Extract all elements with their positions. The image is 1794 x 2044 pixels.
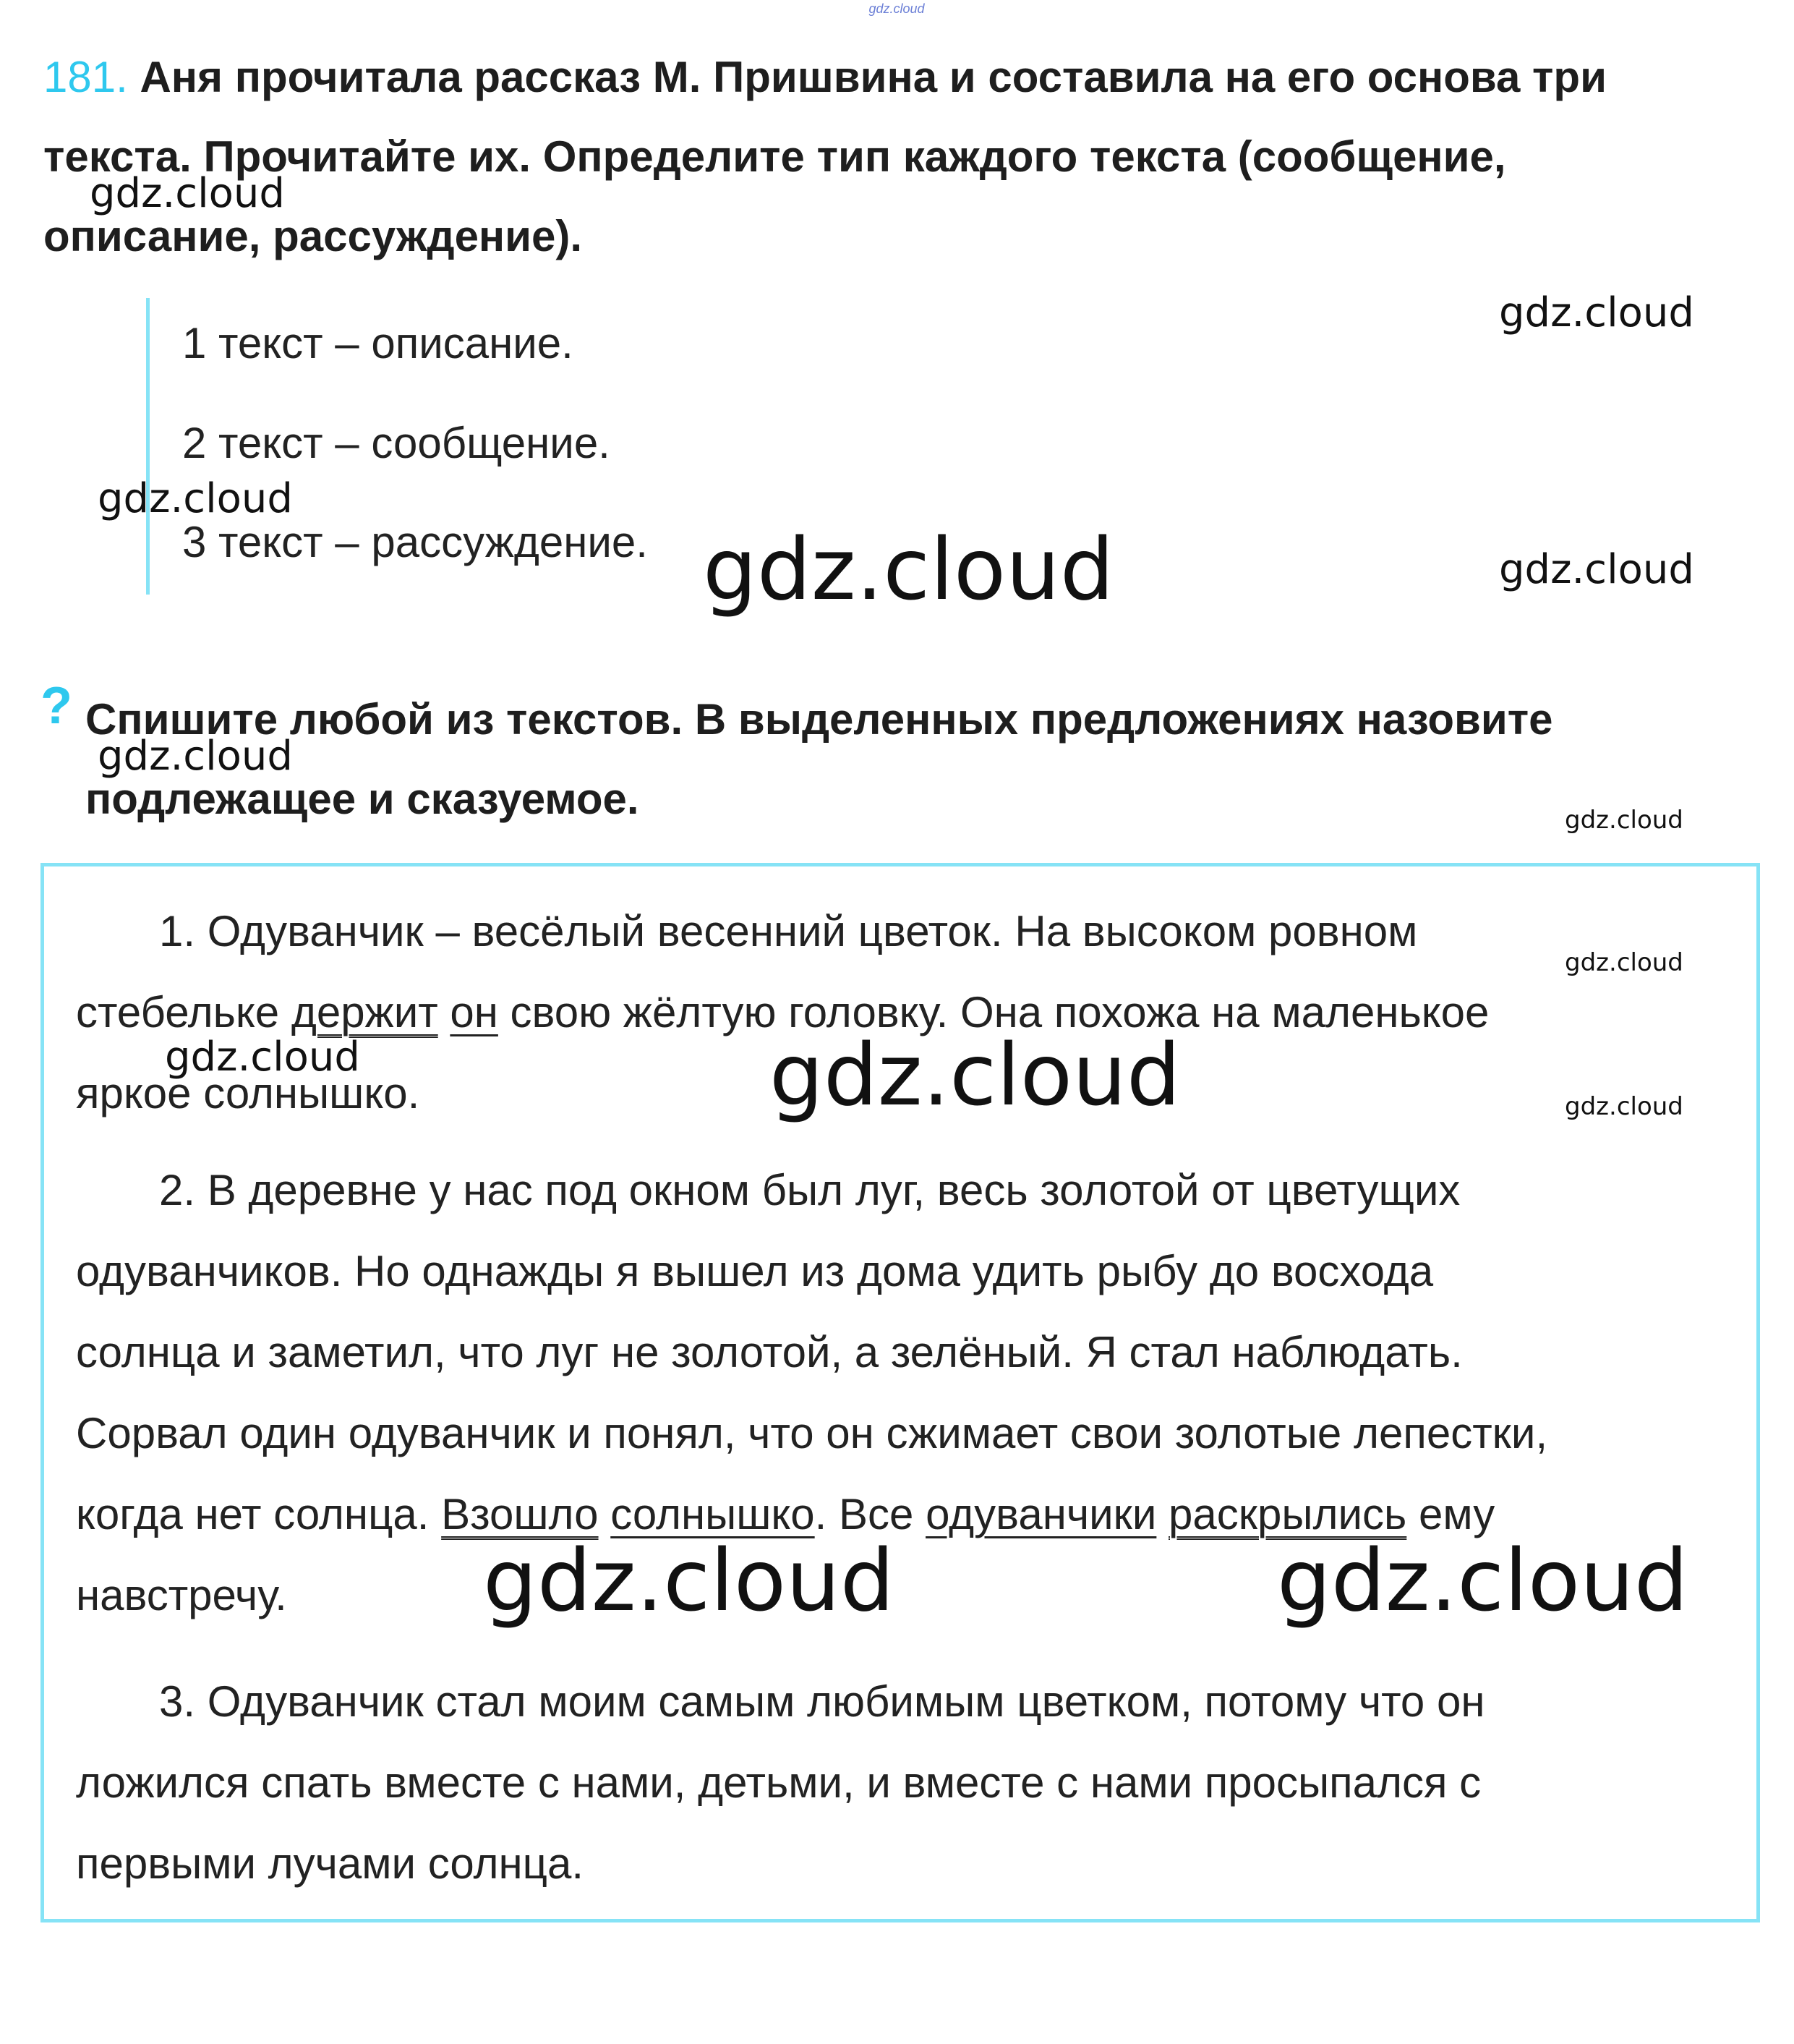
text-3-line-3: первыми лучами солнца. (76, 1839, 584, 1888)
text-2-line-3: солнца и заметил, что луг не золотой, а зелёный. Я стал наблюдать. (76, 1328, 1463, 1376)
answer-2: 2 текст – сообщение. (182, 419, 610, 467)
subject: солнышко (610, 1490, 815, 1538)
task-line-1 (43, 38, 1707, 117)
predicate: Взошло (441, 1490, 599, 1538)
site-label: gdz.cloud (868, 1, 925, 16)
predicate: держит (291, 988, 438, 1036)
text-3-line-2: ложился спать вместе с нами, детьми, и вместе с нами просыпался с (76, 1758, 1482, 1807)
task-line-2: текста. Прочитайте их. Определите тип каждого текста (сообщение, (43, 132, 1506, 181)
question-icon: ? (40, 677, 72, 735)
watermark: gdz.cloud (165, 1034, 360, 1081)
text-2-line-6: навстречу. (76, 1571, 287, 1619)
subject: он (450, 988, 498, 1036)
text-3 (76, 1661, 1754, 1904)
task-heading (43, 38, 1707, 276)
task-text-1: Аня прочитала рассказ М. Пришвина и составила на его основа три (140, 53, 1607, 101)
text-2-line-2: одуванчиков. Но однажды я вышел из дома удить рыбу до восхода (76, 1247, 1434, 1295)
watermark: gdz.cloud (1499, 289, 1694, 336)
text-1-line-3: яркое солнышко. (76, 1069, 420, 1117)
task-number: 181. (43, 53, 128, 101)
text-2-fragment: ему (1406, 1490, 1495, 1538)
question-line-1: Спишите любой из текстов. В выделенных предложениях назовите (85, 695, 1553, 744)
text-1-fragment (438, 988, 450, 1036)
answer-1: 1 текст – описание. (182, 319, 573, 367)
watermark: gdz.cloud (98, 475, 293, 522)
question-text (85, 680, 1553, 839)
text-1-fragment: свою жёлтую головку. Она похожа на маленькое (497, 988, 1490, 1036)
watermark: gdz.cloud (1565, 948, 1683, 977)
text-1-line-1: 1. Одуванчик – весёлый весенний цветок. На высоком ровном (159, 907, 1418, 955)
answer-3: 3 текст – рассуждение. (182, 518, 648, 566)
task-line-3: описание, рассуждение). (43, 212, 583, 260)
watermark: gdz.cloud (1565, 1092, 1683, 1121)
watermark: gdz.cloud (703, 519, 1114, 619)
text-2-fragment: когда нет солнца. (76, 1490, 442, 1538)
subject: одуванчики (926, 1490, 1157, 1538)
text-2-line-4: Сорвал один одуванчик и понял, что он сжимает свои золотые лепестки, (76, 1409, 1548, 1457)
watermark: gdz.cloud (483, 1530, 894, 1630)
text-2-line-1: 2. В деревне у нас под окном был луг, весь золотой от цветущих (159, 1166, 1461, 1214)
answers-accent-bar (146, 298, 150, 595)
watermark: gdz.cloud (1277, 1530, 1688, 1630)
watermark: gdz.cloud (98, 733, 293, 780)
text-3-line-1: 3. Одуванчик стал моим самым любимым цветком, потому что он (159, 1677, 1485, 1726)
question-line-2: подлежащее и сказуемое. (85, 775, 639, 823)
predicate: раскрылись (1169, 1490, 1407, 1538)
watermark: gdz.cloud (1499, 546, 1694, 593)
text-2-fragment: . Все (814, 1490, 926, 1538)
text-1-fragment: стебельке (76, 988, 291, 1036)
watermark: gdz.cloud (769, 1025, 1181, 1125)
text-2-fragment (1156, 1490, 1169, 1538)
watermark: gdz.cloud (1565, 806, 1683, 835)
watermark: gdz.cloud (90, 170, 285, 217)
